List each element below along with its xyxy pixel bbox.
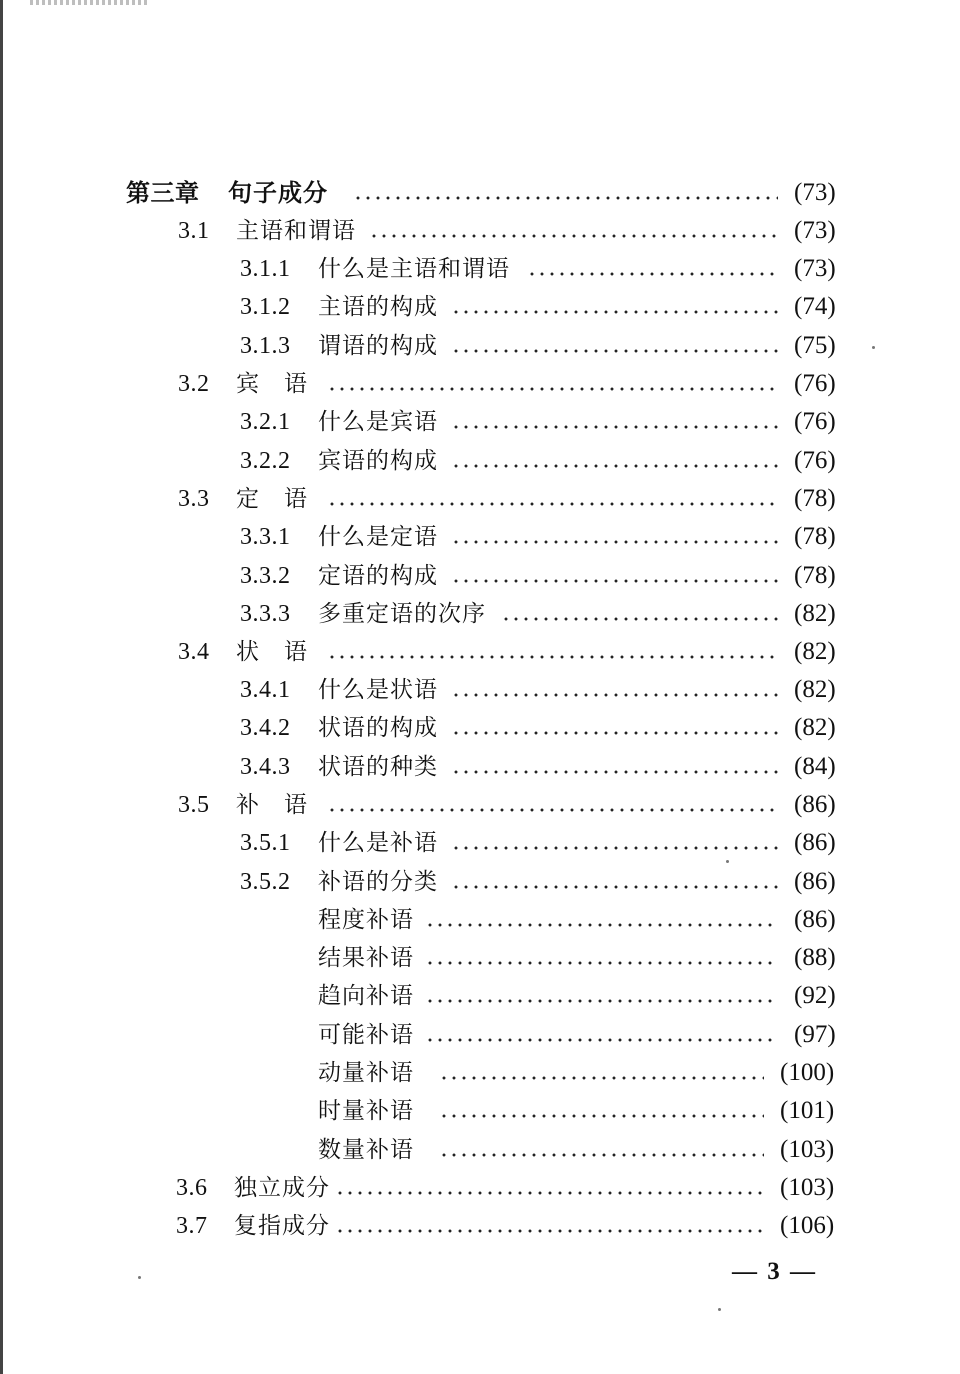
toc-title: 复指成分 <box>234 1213 330 1239</box>
dot-leader <box>330 808 778 812</box>
toc-number: 3.3.2 <box>240 563 291 589</box>
toc-number: 3.3 <box>178 486 210 512</box>
toc-title: 状 语 <box>236 639 308 665</box>
dot-leader <box>330 502 778 506</box>
toc-number: 3.2.1 <box>240 409 291 435</box>
toc-number: 3.5.2 <box>240 869 291 895</box>
toc-title: 时量补语 <box>318 1098 414 1124</box>
dot-leader <box>454 349 778 353</box>
toc-title: 可能补语 <box>318 1022 414 1048</box>
toc-title: 什么是主语和谓语 <box>318 256 510 282</box>
toc-page: (82) <box>794 638 836 665</box>
toc-page: (82) <box>794 714 836 741</box>
toc-page: (106) <box>780 1212 835 1239</box>
toc-number: 3.5.1 <box>240 830 291 856</box>
toc-title: 数量补语 <box>318 1137 414 1163</box>
toc-page: (76) <box>794 447 836 474</box>
toc-page: (76) <box>794 408 836 435</box>
toc-number: 3.2.2 <box>240 448 291 474</box>
toc-title: 定语的构成 <box>318 563 438 589</box>
toc-title: 多重定语的次序 <box>318 601 486 627</box>
toc-page: (86) <box>794 868 836 895</box>
dot-leader <box>504 617 778 621</box>
toc-title: 动量补语 <box>318 1060 414 1086</box>
toc-page: (73) <box>794 217 836 244</box>
toc-page: (86) <box>794 791 836 818</box>
toc-page: (100) <box>780 1059 835 1086</box>
toc-title: 主语和谓语 <box>236 218 356 244</box>
toc-number: 3.4.2 <box>240 715 291 741</box>
toc-page: (88) <box>794 944 836 971</box>
dot-leader <box>372 234 778 238</box>
toc-title: 程度补语 <box>318 907 414 933</box>
toc-title: 状语的构成 <box>318 715 438 741</box>
toc-page: (97) <box>794 1021 836 1048</box>
dot-leader <box>454 540 778 544</box>
dot-leader <box>454 731 778 735</box>
toc-page: (76) <box>794 370 836 397</box>
toc-number: 3.3.3 <box>240 601 291 627</box>
toc-page: (78) <box>794 485 836 512</box>
toc-title: 句子成分 <box>228 179 328 207</box>
toc-page: (82) <box>794 600 836 627</box>
toc-number: 3.1.3 <box>240 333 291 359</box>
dot-leader <box>454 425 778 429</box>
dot-leader <box>454 310 778 314</box>
toc-page: (84) <box>794 753 836 780</box>
dot-leader <box>454 770 778 774</box>
toc-number: 3.5 <box>178 792 210 818</box>
toc-page: (103) <box>780 1136 835 1163</box>
dot-leader <box>530 272 778 276</box>
toc-title: 主语的构成 <box>318 294 438 320</box>
dot-leader <box>454 579 778 583</box>
toc-page: (103) <box>780 1174 835 1201</box>
toc-page: (75) <box>794 332 836 359</box>
toc-title: 什么是状语 <box>318 677 438 703</box>
toc-title: 补 语 <box>236 792 308 818</box>
toc-title: 宾 语 <box>236 371 308 397</box>
scan-speck <box>726 860 729 863</box>
toc-title: 结果补语 <box>318 945 414 971</box>
toc-page: (92) <box>794 982 836 1009</box>
toc-page: (86) <box>794 906 836 933</box>
dot-leader <box>338 1229 764 1233</box>
dot-leader <box>454 693 778 697</box>
toc-page: (78) <box>794 523 836 550</box>
toc-number: 3.1 <box>178 218 210 244</box>
toc-number: 3.4.3 <box>240 754 291 780</box>
toc-title: 宾语的构成 <box>318 448 438 474</box>
toc-title: 什么是补语 <box>318 830 438 856</box>
dot-leader <box>442 1114 764 1118</box>
scan-speck <box>138 1276 141 1279</box>
toc-title: 定 语 <box>236 486 308 512</box>
toc-number: 3.6 <box>176 1175 208 1201</box>
toc-page: (73) <box>794 179 836 206</box>
toc-number: 3.1.2 <box>240 294 291 320</box>
toc-number: 3.4.1 <box>240 677 291 703</box>
toc-page: (74) <box>794 293 836 320</box>
toc-title: 谓语的构成 <box>318 333 438 359</box>
page-number: — 3 — <box>732 1258 817 1285</box>
dot-leader <box>330 655 778 659</box>
toc-title: 趋向补语 <box>318 983 414 1009</box>
dot-leader <box>428 999 778 1003</box>
toc-page: (82) <box>794 676 836 703</box>
scan-speck <box>718 1308 721 1311</box>
dot-leader <box>454 846 778 850</box>
dot-leader <box>454 464 778 468</box>
toc-page: (86) <box>794 829 836 856</box>
toc-title: 独立成分 <box>234 1175 330 1201</box>
toc-title: 补语的分类 <box>318 869 438 895</box>
toc-number: 3.1.1 <box>240 256 291 282</box>
dot-leader <box>442 1153 764 1157</box>
dot-leader <box>330 387 778 391</box>
toc-number: 3.2 <box>178 371 210 397</box>
toc-page: (78) <box>794 562 836 589</box>
dot-leader <box>428 923 778 927</box>
dot-leader <box>428 961 778 965</box>
toc-title: 什么是定语 <box>318 524 438 550</box>
toc-number: 第三章 <box>126 179 200 207</box>
toc-page: (73) <box>794 255 836 282</box>
toc-number: 3.3.1 <box>240 524 291 550</box>
toc-title: 状语的种类 <box>318 754 438 780</box>
scan-speck <box>872 346 875 349</box>
dot-leader <box>428 1038 778 1042</box>
dot-leader <box>356 196 778 200</box>
toc-number: 3.7 <box>176 1213 208 1239</box>
dot-leader <box>454 885 778 889</box>
toc-page: (101) <box>780 1097 835 1124</box>
dot-leader <box>338 1191 764 1195</box>
toc-title: 什么是宾语 <box>318 409 438 435</box>
dot-leader <box>442 1076 764 1080</box>
toc-number: 3.4 <box>178 639 210 665</box>
